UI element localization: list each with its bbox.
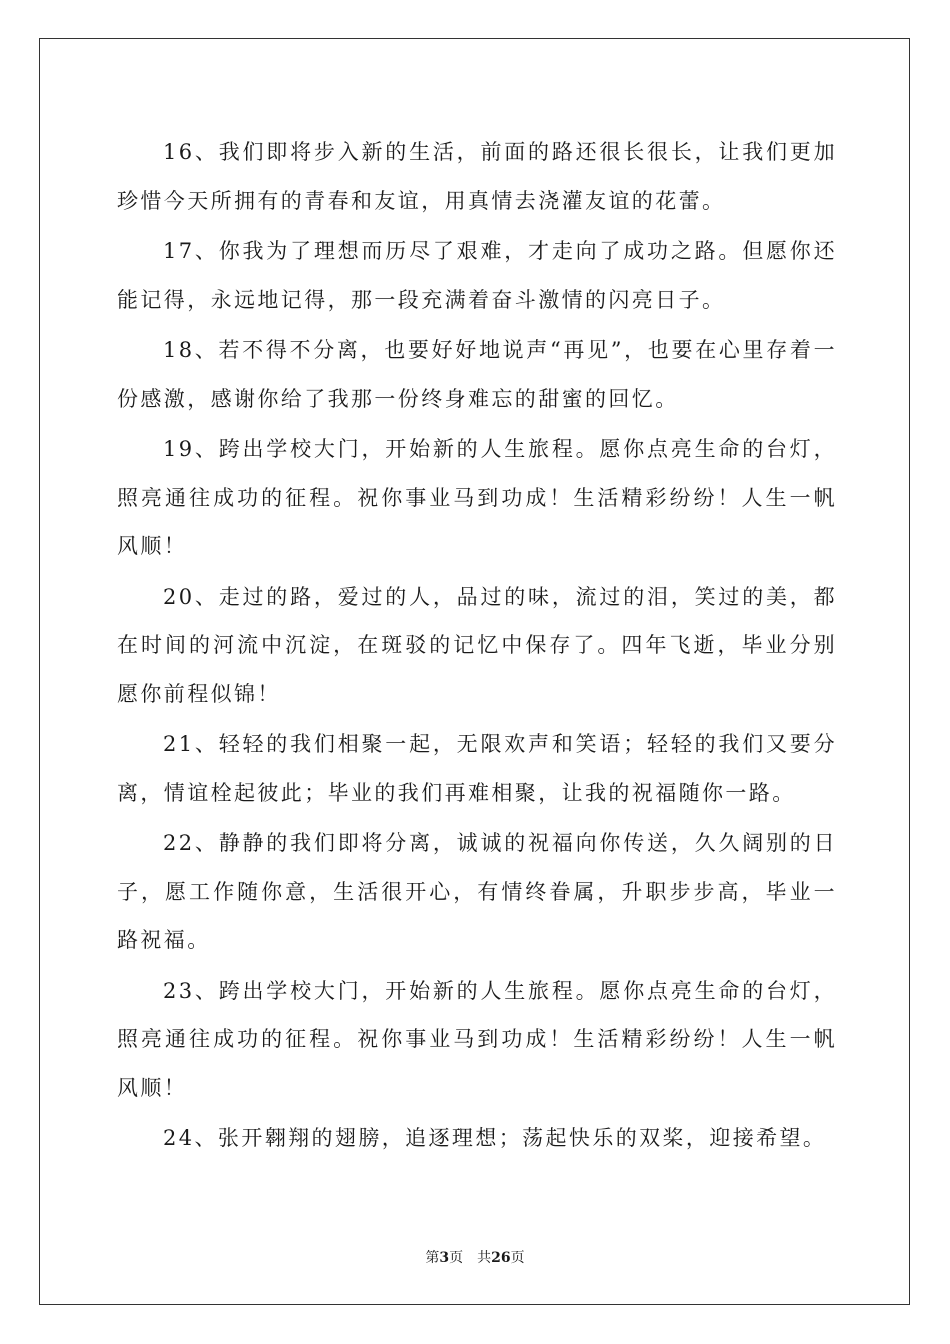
document-body (117, 128, 837, 1165)
total-pages-number: 26 (491, 1250, 511, 1266)
page-prefix: 第 (425, 1250, 440, 1266)
paragraph-18: 18、若不得不分离，也要好好地说声“再见”，也要在心里存着一份感激，感谢你给了我那一份终身难忘的甜蜜的回忆。 (117, 338, 837, 411)
page-suffix: 页 (449, 1250, 464, 1266)
paragraph-16: 16、我们即将步入新的生活，前面的路还很长很长，让我们更加珍惜今天所拥有的青春和友谊，用真情去浇灌友谊的花蕾。 (117, 140, 837, 213)
paragraph-23: 23、跨出学校大门，开始新的人生旅程。愿你点亮生命的台灯，照亮通往成功的征程。祝你事业马到功成！生活精彩纷纷！人生一帆风顺！ (117, 978, 837, 1100)
total-prefix: 共 (477, 1250, 492, 1266)
paragraph-19: 19、跨出学校大门，开始新的人生旅程。愿你点亮生命的台灯，照亮通往成功的征程。祝你事业马到功成！生活精彩纷纷！人生一帆风顺！ (117, 437, 837, 558)
page-footer (0, 1247, 950, 1267)
paragraph-22: 22、静静的我们即将分离，诚诚的祝福向你传送，久久阔别的日子，愿工作随你意，生活很开心，有情终眷属，升职步步高，毕业一路祝福。 (117, 831, 837, 952)
paragraph-24: 24、张开翱翔的翅膀，追逐理想；荡起快乐的双桨，迎接希望。 (163, 1126, 827, 1150)
paragraph-20: 20、走过的路，爱过的人，品过的味，流过的泪，笑过的美，都在时间的河流中沉淀，在斑驳的记忆中保存了。四年飞逝，毕业分别愿你前程似锦！ (117, 584, 837, 706)
current-page-number: 3 (439, 1250, 450, 1266)
paragraph-17: 17、你我为了理想而历尽了艰难，才走向了成功之路。但愿你还能记得，永远地记得，那一段充满着奋斗激情的闪亮日子。 (117, 239, 837, 312)
paragraph-21: 21、轻轻的我们相聚一起，无限欢声和笑语；轻轻的我们又要分离，情谊栓起彼此；毕业的我们再难相聚，让我的祝福随你一路。 (117, 732, 837, 805)
total-suffix: 页 (510, 1250, 525, 1266)
